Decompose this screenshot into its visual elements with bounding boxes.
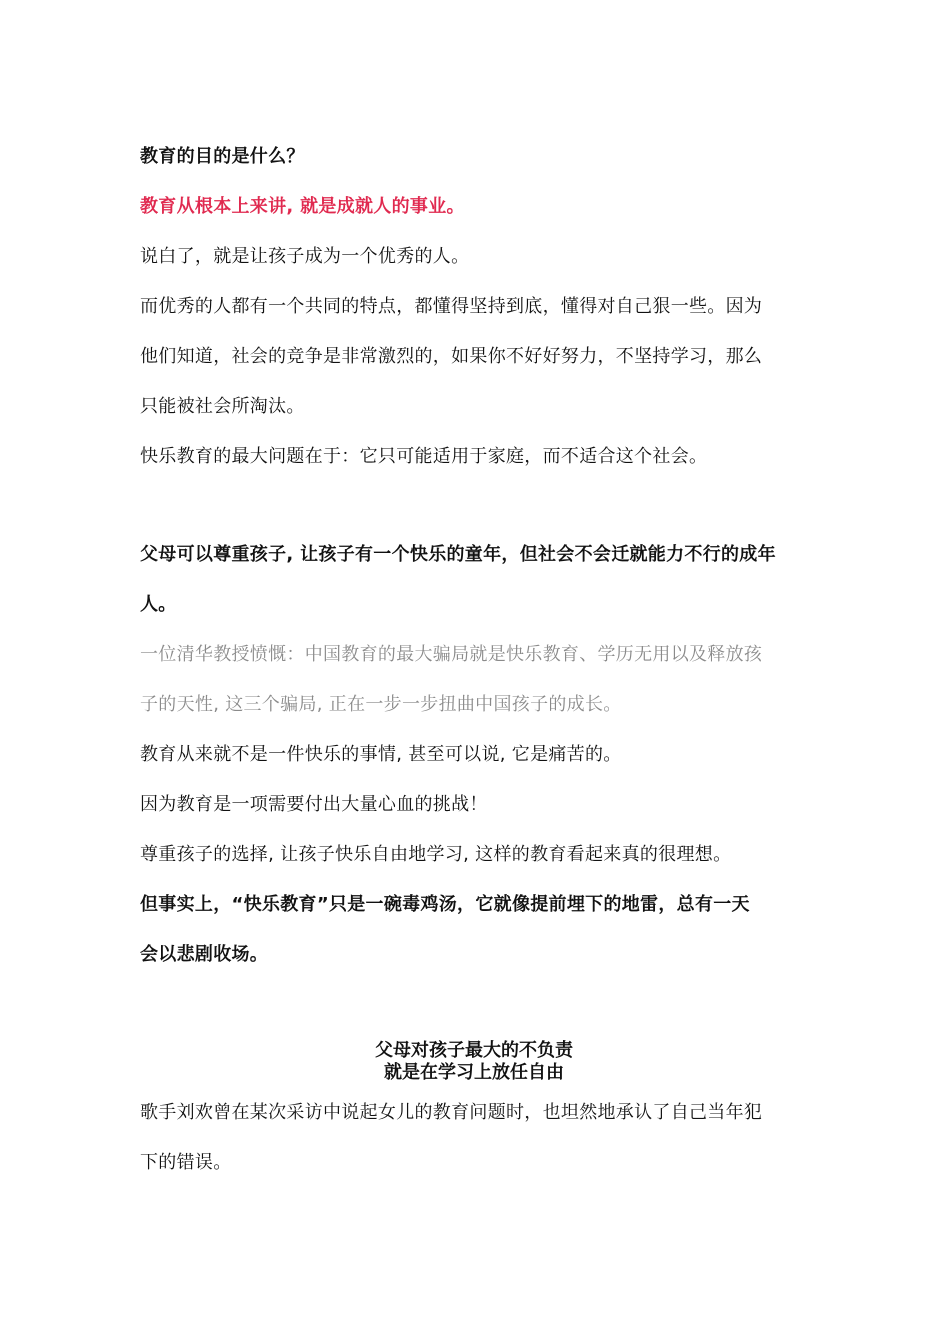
paragraph-2-line: 只能被社会所淘汰。 xyxy=(140,396,305,417)
section-title-line: 就是在学习上放任自由 xyxy=(384,1062,564,1083)
article-body xyxy=(140,132,808,1188)
bold-paragraph-1-line: 人。 xyxy=(140,594,177,615)
paragraph-5: 因为教育是一项需要付出大量心血的挑战！ xyxy=(140,794,488,815)
paragraph-1: 说白了，就是让孩子成为一个优秀的人。 xyxy=(140,246,470,267)
section-title-line: 父母对孩子最大的不负责 xyxy=(375,1040,573,1061)
bold-paragraph-1-line: 父母可以尊重孩子, 让孩子有一个快乐的童年，但社会不会迁就能力不行的成年 xyxy=(140,544,776,565)
paragraph-4: 教育从来就不是一件快乐的事情, 甚至可以说, 它是痛苦的。 xyxy=(140,744,622,765)
paragraph-3: 快乐教育的最大问题在于：它只可能适用于家庭，而不适合这个社会。 xyxy=(140,446,708,467)
paragraph-7-line: 歌手刘欢曾在某次采访中说起女儿的教育问题时，也坦然地承认了自己当年犯 xyxy=(140,1102,763,1123)
bold-paragraph-1 xyxy=(140,530,808,630)
spacer xyxy=(140,482,808,530)
paragraph-7 xyxy=(140,1088,808,1188)
section-title xyxy=(140,1040,808,1084)
paragraph-2 xyxy=(140,282,808,432)
paragraph-2-line: 而优秀的人都有一个共同的特点，都懂得坚持到底，懂得对自己狠一些。因为 xyxy=(140,296,763,317)
gray-quote-line: 一位清华教授愤慨：中国教育的最大骗局就是快乐教育、学历无用以及释放孩 xyxy=(140,644,763,665)
paragraph-2-line: 他们知道，社会的竞争是非常激烈的，如果你不好好努力，不坚持学习，那么 xyxy=(140,346,763,367)
spacer xyxy=(140,980,808,1040)
paragraph-6: 尊重孩子的选择, 让孩子快乐自由地学习, 这样的教育看起来真的很理想。 xyxy=(140,844,732,865)
question-heading: 教育的目的是什么？ xyxy=(140,146,305,167)
highlight-statement: 教育从根本上来讲, 就是成就人的事业。 xyxy=(140,196,465,217)
bold-paragraph-2-line: 会以悲剧收场。 xyxy=(140,944,269,965)
gray-quote-line: 子的天性, 这三个骗局, 正在一步一步扭曲中国孩子的成长。 xyxy=(140,694,622,715)
gray-quote xyxy=(140,630,808,730)
bold-paragraph-2 xyxy=(140,880,808,980)
bold-paragraph-2-line: 但事实上，“快乐教育”只是一碗毒鸡汤，它就像提前埋下的地雷，总有一天 xyxy=(140,894,750,915)
paragraph-7-line: 下的错误。 xyxy=(140,1152,232,1173)
